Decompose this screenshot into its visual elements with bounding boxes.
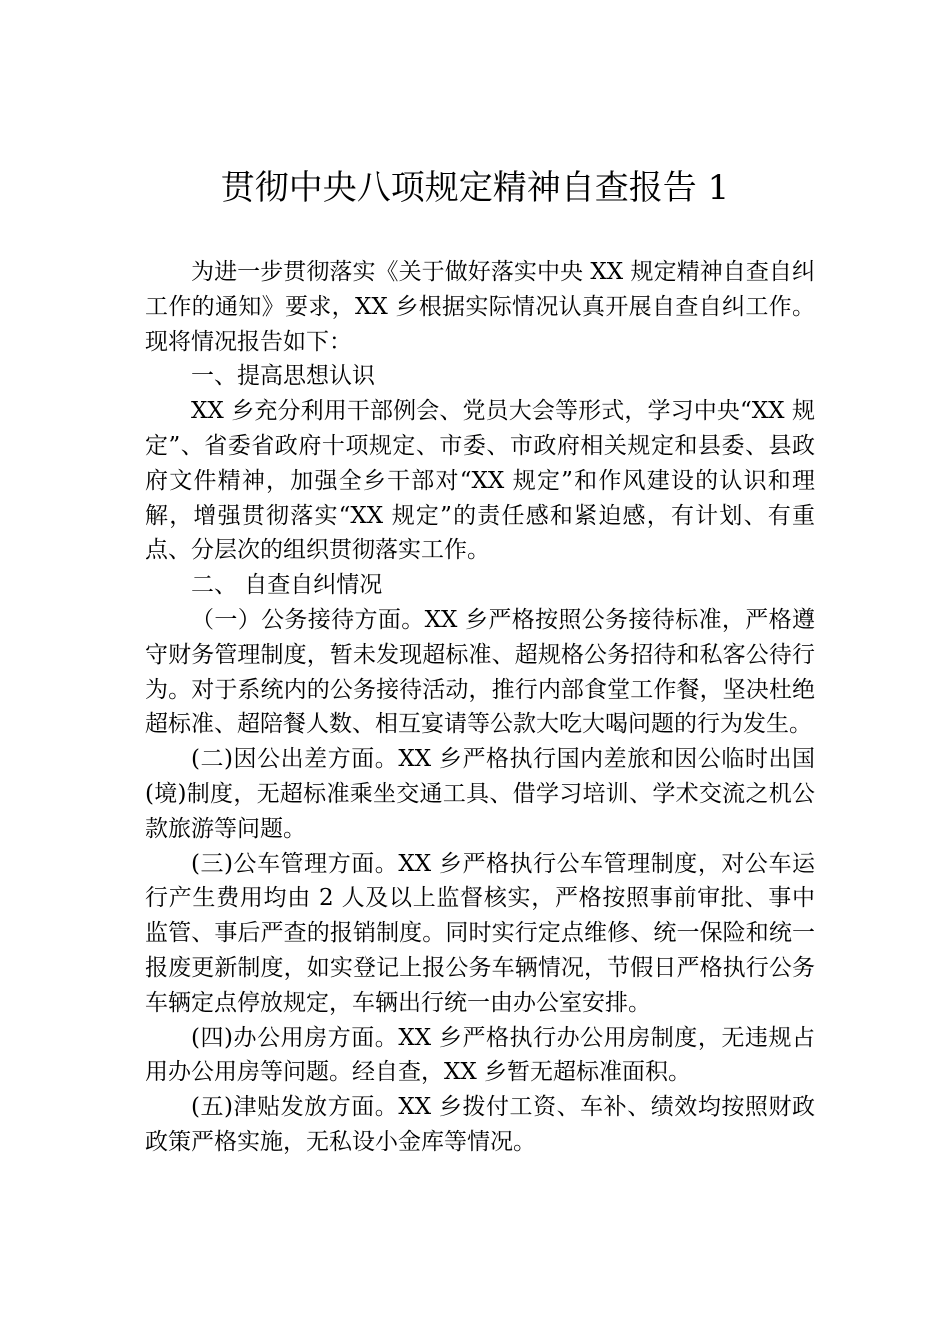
section-1-paragraph: XX 乡充分利用干部例会、党员大会等形式，学习中央“XX 规定”、省委省政府十项规定、市委、市政府相关规定和县委、县政府文件精神，加强全乡干部对“XX 规定”和作风建设的认识和理解，增强贯彻落实“XX 规定”的责任感和紧迫感，有计划、有重点、分层次的组织贯彻落实工作。 [145,398,815,564]
item-1-paragraph: （一）公务接待方面。XX 乡严格按照公务接待标准，严格遵守财务管理制度，暂未发现超标准、超规格公务招待和私客公待行为。对于系统内的公务接待活动，推行内部食堂工作餐，坚决杜绝超标准、超陪餐人数、相互宴请等公款大吃大喝问题的行为发生。 [145,606,815,738]
section-heading-1: 一、提高思想认识 [191,363,375,390]
intro-paragraph: 为进一步贯彻落实《关于做好落实中央 XX 规定精神自查自纠工作的通知》要求，XX 乡根据实际情况认真开展自查自纠工作。现将情况报告如下： [145,259,815,355]
document-title: 贯彻中央八项规定精神自查报告 1 [220,168,730,208]
document-body [145,255,815,1160]
item-4-paragraph: (四)办公用房方面。XX 乡严格执行办公用房制度，无违规占用办公用房等问题。经自查，XX 乡暂无超标准面积。 [145,1024,815,1086]
item-3-paragraph: (三)公车管理方面。XX 乡严格执行公车管理制度，对公车运行产生费用均由 2 人及以上监督核实，严格按照事前审批、事中监管、事后严查的报销制度。同时实行定点维修、统一保险和统一报废更新制度，如实登记上报公务车辆情况，节假日严格执行公务车辆定点停放规定，车辆出行统一由办公室安排。 [145,850,815,1016]
item-2-paragraph: (二)因公出差方面。XX 乡严格执行国内差旅和因公临时出国(境)制度，无超标准乘坐交通工具、借学习培训、学术交流之机公款旅游等问题。 [145,746,815,842]
section-heading-2: 二、 自查自纠情况 [191,572,383,599]
item-5-paragraph: (五)津贴发放方面。XX 乡拨付工资、车补、绩效均按照财政政策严格实施，无私设小金库等情况。 [145,1094,815,1155]
